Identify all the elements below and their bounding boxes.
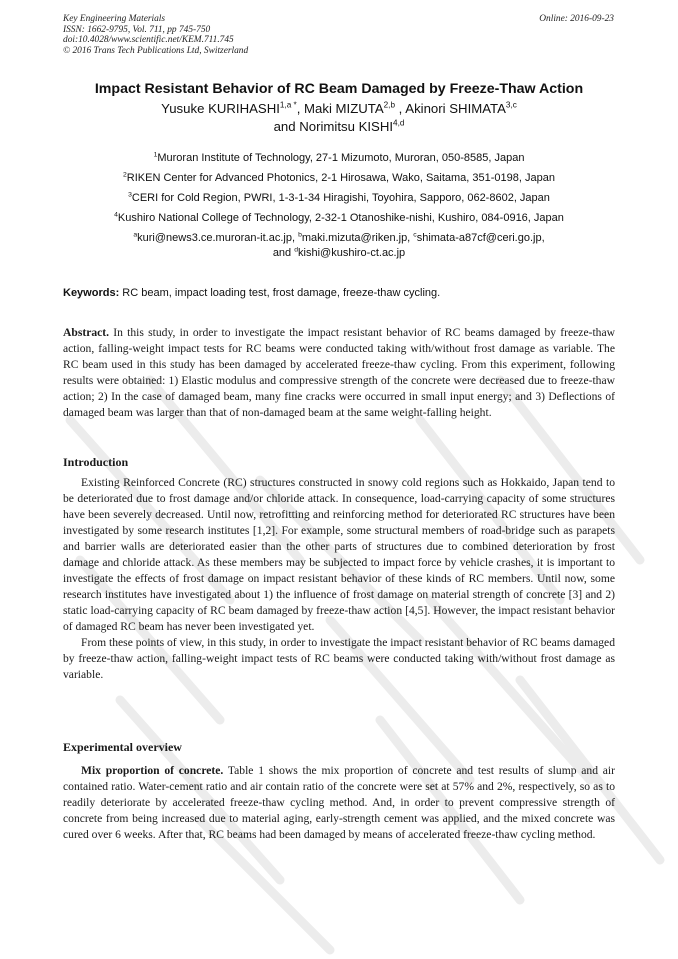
author-name: Norimitsu KISHI [299, 119, 394, 134]
journal-header [63, 14, 614, 56]
author-separator: , [395, 101, 406, 116]
email-link[interactable]: shimata-a87cf@ceri.go.jp, [416, 232, 545, 244]
section-heading-experimental: Experimental overview [63, 740, 182, 754]
affiliation-sup: 1 [153, 151, 158, 159]
affiliation [40, 208, 638, 228]
author-separator: , [296, 101, 305, 116]
abstract-label: Abstract. [63, 326, 110, 339]
affiliation [40, 148, 638, 168]
section-heading-introduction: Introduction [63, 455, 129, 469]
author-sup: 3,c [505, 100, 517, 110]
paragraph: From these points of view, in this study, in order to investigate the impact resistant behavior of RC beams damaged by freeze-thaw action, falling-weight impact tests of RC beams were conducted taking with/without frost damage as variable. [63, 636, 615, 681]
author-line-2 [40, 118, 638, 136]
email-link[interactable]: kuri@news3.ce.muroran-it.ac.jp, [137, 232, 299, 244]
affiliation-text: RIKEN Center for Advanced Photonics, 2-1 Hirosawa, Wako, Saitama, 351-0198, Japan [126, 172, 555, 184]
paragraph: Table 1 shows the mix proportion of concrete and test results of slump and air contained ratio. Water-cement ratio and air contain ratio of the concrete were set at 57% and 2%, respectively, so as to readily deteriorate by accelerated freeze-thaw cycling method. And, in order to prevent compressive strength of concrete from being increased due to material aging, early-strength cement was applied, and the mixed concrete was cured over 6 weeks. After that, RC beams had been damaged by means of accelerated freeze-thaw cycling method. [63, 764, 615, 841]
author-name: Maki MIZUTA [304, 101, 384, 116]
introduction-body [63, 475, 615, 683]
email-sup: d [294, 246, 299, 254]
paper-title: Impact Resistant Behavior of RC Beam Damaged by Freeze-Thaw Action [94, 81, 584, 97]
affiliation-text: Kushiro National College of Technology, 2-32-1 Otanoshike-nishi, Kushiro, 084-0916, Japan [117, 212, 564, 224]
subsection-label: Mix proportion of concrete. [81, 764, 224, 777]
affiliation-text: CERI for Cold Region, PWRI, 1-3-1-34 Hiragishi, Toyohira, Sapporo, 062-8602, Japan [131, 192, 550, 204]
affiliations [40, 148, 638, 261]
author-list [40, 100, 638, 136]
affiliation [40, 168, 638, 188]
copyright-line: © 2016 Trans Tech Publications Ltd, Switzerland [63, 45, 249, 56]
keywords [63, 287, 616, 299]
journal-name: Key Engineering Materials [63, 14, 166, 24]
affiliation-sup: 4 [114, 211, 118, 219]
email-sup: c [413, 231, 417, 239]
affiliation-sup: 2 [122, 171, 127, 179]
email-and: and [272, 247, 295, 259]
experimental-body [63, 763, 615, 843]
affiliation [40, 188, 638, 208]
issn-line: ISSN: 1662-9795, Vol. 711, pp 745-750 [63, 24, 211, 35]
abstract [63, 325, 615, 421]
email-link[interactable]: maki.mizuta@riken.jp, [301, 232, 414, 244]
doi-line: doi:10.4028/www.scientific.net/KEM.711.745 [63, 35, 234, 46]
email-sup: b [298, 231, 302, 239]
author-name: Yusuke KURIHASHI [161, 101, 280, 116]
online-date: Online: 2016-09-23 [539, 14, 614, 24]
keywords-label: Keywords: [63, 287, 120, 299]
author-name: Akinori SHIMATA [405, 101, 506, 116]
affiliation-text: Muroran Institute of Technology, 27-1 Mizumoto, Muroran, 050-8585, Japan [157, 152, 525, 164]
affiliation-sup: 3 [128, 191, 132, 199]
author-line-1 [40, 100, 638, 118]
author-sup: 1,a * [279, 100, 297, 110]
author-sup: 4,d [393, 118, 405, 128]
abstract-text: In this study, in order to investigate the impact resistant behavior of RC beams damaged by freeze-thaw action, falling-weight impact tests for RC beams were conducted taking with/without frost damage as variable. The RC beam used in this study has been damaged by accelerated freeze-thaw cycling. From this experiment, following results were obtained: 1) Elastic modulus and compressive strength of the concrete were decreased due to freeze-thaw action; 2) In the case of damaged beam, many fine cracks were occurred in small input energy; and 3) Deflections of damaged beam was larger than that of non-damaged beam at the same weight-falling height. [63, 326, 615, 419]
email-link[interactable]: kishi@kushiro-ct.ac.jp [298, 247, 406, 259]
keywords-text: RC beam, impact loading test, frost damage, freeze-thaw cycling. [119, 287, 441, 299]
author-and: and [273, 119, 300, 134]
email-list [40, 231, 638, 261]
paragraph: Existing Reinforced Concrete (RC) structures constructed in snowy cold regions such as Hokkaido, Japan tend to be deteriorated due to frost damage and/or chloride attack. In consequence, load-carrying capacity of some structures have been severely decreased. Until now, retrofitting and reinforcing method for deteriorated RC structures have been investigated by some research institutes [1,2]. For example, some structural members of road-bridge such as parapets and barrier walls are deteriorated easier than the other parts of structures due to combined deterioration by frost damage and chloride attack. As these members may be subjected to impact force by vehicle crashes, it is important to investigate the effects of frost damage on impact resistant behavior of these kinds of RC members. Until now, some research institutes have investigated about 1) the influence of frost damage on material strength of concrete [3] and 2) static load-carrying capacity of RC beam damaged by freeze-thaw action [4,5]. However, the impact resistant behavior of damaged RC beam has never been investigated yet. [63, 476, 615, 633]
author-sup: 2,b [383, 100, 396, 110]
email-sup: a [133, 231, 138, 239]
